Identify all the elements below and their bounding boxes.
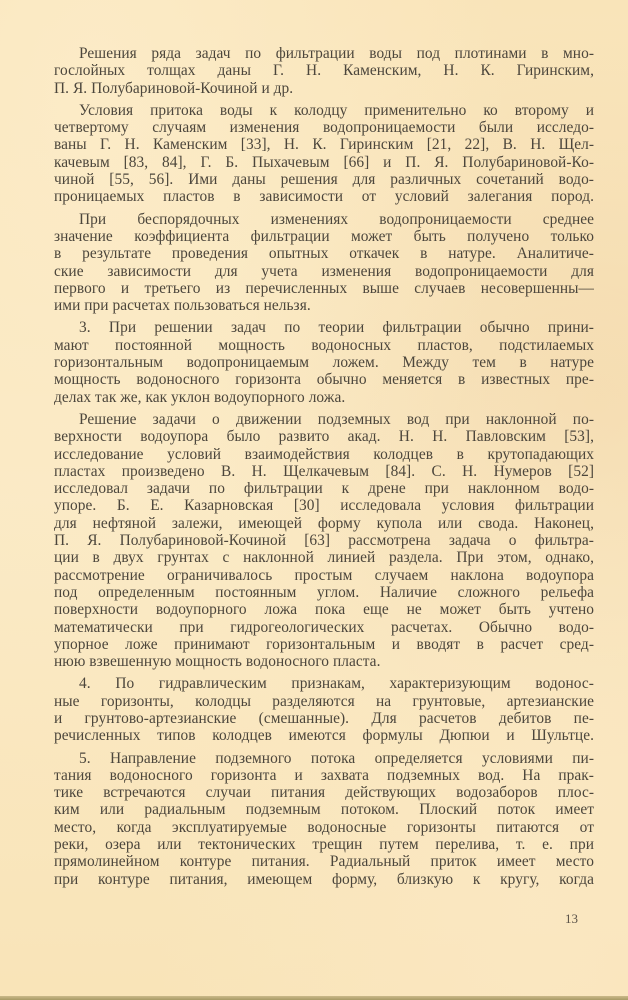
text-line: исследование условий взаимодействия колодцев в крутопадающих [54,445,594,463]
paragraph-item-4-well-types [54,675,594,744]
paragraph-inclined-aquiclude [54,411,594,670]
text-line: делах так же, как уклон водоупорного ложа. [54,388,346,406]
page-number: 13 [565,911,578,926]
text-line: тике встречаются случаи питания действующих водозаборов плос- [54,784,594,802]
text-line: 5. Направление подземного потока определяется условиями пи- [79,749,594,767]
text-line: гослойных толщах даны Г. Н. Каменским, Н. К. Гиринским, [54,62,594,80]
text-line: При беспорядочных изменениях водопроницаемости среднее [79,210,594,228]
text-line: значение коэффициента фильтрации может быть получено только [54,227,594,245]
text-line: и грунтово-артезианские (смешанные). Для расчетов дебитов пе- [54,709,594,727]
text-line: реки, озера или тектонических трещин путем перелива, т. е. при [54,836,594,854]
text-line: первого и третьего из перечисленных выше случаев несовершенны— [54,279,594,297]
text-line: Решения ряда задач по фильтрации воды под плотинами в мно- [79,45,594,62]
text-line: качевым [83, 84], Г. Б. Пыхачевым [66] и П. Я. Полубариновой-Ко- [54,153,594,171]
text-line: математически при гидрогеологических расчетах. Обычно водо- [54,618,594,636]
text-line: для нефтяной залежи, имеющей форму купола или свода. Наконец, [54,514,594,532]
text-line: при контуре питания, имеющем форму, близкую к кругу, когда [54,870,594,888]
text-line: ции в двух грунтах с наклонной линией раздела. При этом, однако, [54,549,594,567]
text-line: прямолинейном контуре питания. Радиальный приток имеет место [54,853,594,871]
text-line: мают постоянной мощность водоносных пластов, подстилаемых [54,336,594,354]
text-line: 3. При решении задач по теории фильтрации обычно прини- [79,319,594,337]
text-line: 4. По гидравлическим признакам, характеризующим водонос- [79,675,594,693]
paragraph-well-inflow-conditions [54,102,594,206]
text-line: проницаемых пластов в зависимости от условий залегания пород. [54,188,594,206]
text-line: четвертому случаям изменения водопроницаемости были исследо- [54,119,594,137]
paragraph-item-5-flow-direction [54,750,594,888]
text-line: под определенным постоянным углом. Наличие сложного рельефа [54,583,594,601]
text-line: поверхности водоупорного ложа пока еще не может быть учтено [54,601,594,619]
page-bottom-edge [0,996,628,1000]
text-line: ими при расчетах пользоваться нельзя. [54,297,311,315]
text-line: П. Я. Полубариновой-Кочиной и др. [54,79,294,97]
text-line: мощность водоносного горизонта обычно меняется в известных пре- [54,371,594,389]
text-line: рассмотрение ограничивалось простым случаем наклона водоупора [54,566,594,584]
text-line: ские зависимости для учета изменения водопроницаемости для [54,262,594,280]
text-line: ваны Г. Н. Каменским [33], Н. К. Гиринским [21, 22], В. Н. Щел- [54,136,594,154]
text-line: нюю взвешенную мощность водоносного пласта. [54,653,381,671]
text-line: П. Я. Полубариновой-Кочиной [63] рассмотрена задача о фильтра- [54,532,594,550]
text-line: упорное ложе принимают горизонтальным и вводят в расчет сред- [54,635,594,653]
text-line: чиной [55, 56]. Ими даны решения для различных сочетаний водо- [54,171,594,189]
text-line: Решение задачи о движении подземных вод при наклонной по- [79,410,594,428]
text-line: горизонтальным водопроницаемым ложем. Между тем в натуре [54,354,594,372]
text-line: ные горизонты, колодцы разделяются на грунтовые, артезианские [54,692,594,710]
text-line: верхности водоупора было развито акад. Н. Н. Павловским [53], [54,428,594,446]
text-line: исследовал задачи по фильтрации к дрене при наклонном водо- [54,480,594,498]
body-text [54,45,594,893]
text-line: ким или радиальным подземным потоком. Плоский поток имеет [54,801,594,819]
text-line: Условия притока воды к колодцу применительно ко второму и [79,101,594,119]
text-line: в результате проведения опытных откачек в натуре. Аналитиче- [54,245,594,263]
paragraph-item-3-aquifer-thickness [54,319,594,405]
text-line: упоре. Б. Е. Казарновская [30] исследовала условия фильтрации [54,497,594,515]
text-line: место, когда эксплуатируемые водоносные горизонты питаются от [54,818,594,836]
text-line: речисленных типов колодцев имеются формулы Дюпюи и Шультце. [54,727,594,745]
paragraph-multilayer-filtration [54,45,594,97]
text-line: тания водоносного горизонта и захвата подземных вод. На прак- [54,766,594,784]
text-line: пластах произведено В. Н. Щелкачевым [84]. С. Н. Нумеров [52] [54,462,594,480]
paragraph-random-permeability [54,211,594,315]
